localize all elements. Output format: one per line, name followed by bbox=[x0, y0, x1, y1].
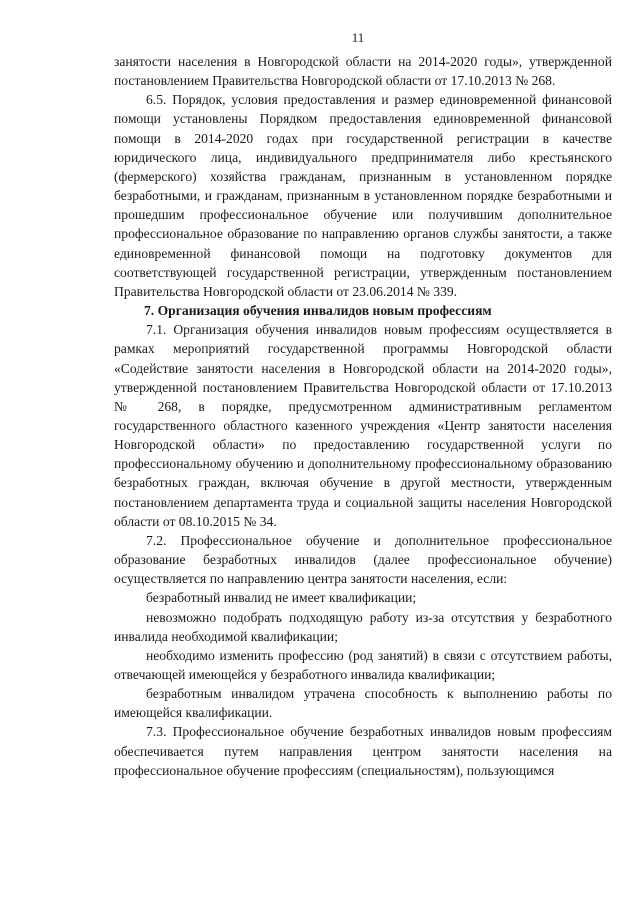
document-body bbox=[114, 52, 612, 780]
paragraph-continuation: занятости населения в Новгородской области на 2014-2020 годы», утвержденной постановлением Правительства Новгородской области от 17.10.2013 № 268. bbox=[114, 54, 612, 89]
paragraph-6-5: 6.5. Порядок, условия предоставления и размер единовременной финансовой помощи установлены Порядком предоставления единовременной финансовой помощи в 2014-2020 годах при государственной регистрации в качестве юридического лица, индивидуального предпринимателя либо крестьянского (фермерского) хозяйства гражданам, признанным в установленном порядке безработными, и гражданам, признанным в установленном порядке безработными и прошедшим профессиональное обучение или получившим дополнительное профессиональное образование по направлению органов службы занятости, а также единовременной финансовой помощи на подготовку документов для соответствующей государственной регистрации, утвержденным постановлением Правительства Новгородской области от 23.06.2014 № 339. bbox=[114, 92, 612, 299]
list-item-no-qualification: безработный инвалид не имеет квалификации; bbox=[146, 590, 417, 606]
page-number: 11 bbox=[351, 30, 365, 45]
paragraph-7-1: 7.1. Организация обучения инвалидов новым профессиям осуществляется в рамках мероприятий государственной программы Новгородской области «Содействие занятости населения в Новгородской области на 2014-2020 годы», утвержденной постановлением Правительства Новгородской области от 17.10.2013 № 268, в порядке, предусмотренном административным регламентом государственного областного казенного учреждения «Центр занятости населения Новгородской области» по предоставлению государственной услуги по профессиональному обучению и дополнительному профессиональному образованию безработных граждан, включая обучение в другой местности, утвержденным постановлением департамента труда и социальной защиты населения Новгородской области от 08.10.2015 № 34. bbox=[114, 322, 612, 529]
list-item-lost-ability: безработным инвалидом утрачена способность к выполнению работы по имеющейся квалификации. bbox=[114, 686, 612, 721]
paragraph-7-2: 7.2. Профессиональное обучение и дополнительное профессиональное образование безработных инвалидов (далее профессиональное обучение) осуществляется по направлению центра занятости населения, если: bbox=[114, 532, 612, 587]
paragraph-7-3: 7.3. Профессиональное обучение безработных инвалидов новым профессиям обеспечивается путем направления центром занятости населения на профессиональное обучение профессиям (специальностям), пользующимся bbox=[114, 724, 612, 778]
section-heading-7: 7. Организация обучения инвалидов новым профессиям bbox=[144, 303, 492, 319]
list-item-change-profession: необходимо изменить профессию (род занятий) в связи с отсутствием работы, отвечающей имеющейся у безработного инвалида квалификации; bbox=[114, 647, 612, 682]
list-item-no-suitable-work: невозможно подобрать подходящую работу из-за отсутствия у безработного инвалида необходимой квалификации; bbox=[114, 609, 612, 644]
